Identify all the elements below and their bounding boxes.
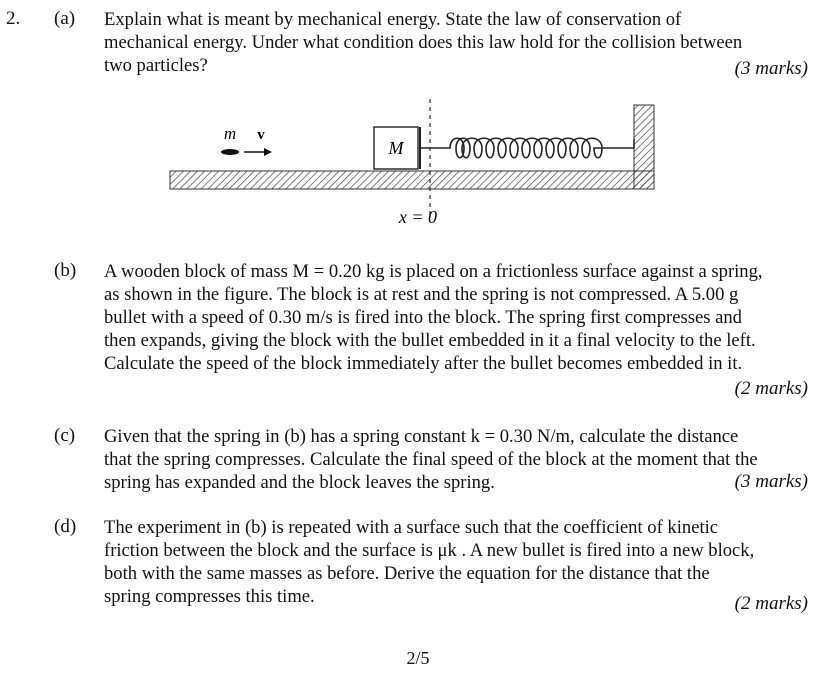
part-c-label: (c) bbox=[54, 425, 76, 446]
spring-block-figure bbox=[160, 95, 670, 235]
part-b-line: bullet with a speed of 0.30 m/s is fired into the block. The spring first compresses and bbox=[104, 307, 742, 328]
part-b-line: as shown in the figure. The block is at rest and the spring is not compressed. A 5.00 g bbox=[104, 284, 739, 305]
part-d-line: friction between the block and the surface is μk . A new bullet is fired into a new block, bbox=[104, 540, 755, 561]
part-b-line: then expands, giving the block with the bullet embedded in it a final velocity to the left. bbox=[104, 330, 756, 351]
part-a-line: Explain what is meant by mechanical energy. State the law of conservation of bbox=[104, 9, 682, 30]
part-d-label: (d) bbox=[54, 516, 77, 537]
part-b-marks: (2 marks) bbox=[734, 378, 808, 399]
part-c-line: that the spring compresses. Calculate the final speed of the block at the moment that the bbox=[104, 449, 758, 470]
part-a-text bbox=[104, 8, 820, 77]
part-b-text bbox=[104, 260, 820, 375]
part-d-line: spring compresses this time. bbox=[104, 586, 315, 607]
velocity-arrow-head bbox=[264, 148, 272, 156]
part-c-text bbox=[104, 425, 820, 494]
page-number: 2/5 bbox=[406, 648, 430, 668]
part-d-line: The experiment in (b) is repeated with a surface such that the coefficient of kinetic bbox=[104, 517, 719, 538]
bullet bbox=[221, 149, 239, 155]
floor-surface bbox=[170, 171, 654, 189]
block-mass-label: M bbox=[388, 138, 404, 158]
wall bbox=[634, 105, 654, 189]
part-a-marks: (3 marks) bbox=[734, 58, 808, 79]
part-b-label: (b) bbox=[54, 260, 77, 281]
part-d-text bbox=[104, 516, 820, 608]
bullet-mass-label: m bbox=[223, 124, 237, 143]
origin-label: x = 0 bbox=[398, 207, 438, 227]
part-a-label: (a) bbox=[54, 8, 76, 29]
question-number: 2. bbox=[6, 8, 21, 29]
part-a-line: two particles? bbox=[104, 55, 208, 76]
velocity-label: v bbox=[257, 127, 265, 143]
part-c-line: spring has expanded and the block leaves the spring. bbox=[104, 472, 495, 493]
part-d-line: both with the same masses as before. Derive the equation for the distance that the bbox=[104, 563, 710, 584]
part-c-marks: (3 marks) bbox=[734, 471, 808, 492]
part-d-marks: (2 marks) bbox=[734, 593, 808, 614]
spring bbox=[420, 138, 634, 158]
part-a-line: mechanical energy. Under what condition does this law hold for the collision between bbox=[104, 32, 743, 53]
part-c-line: Given that the spring in (b) has a spring constant k = 0.30 N/m, calculate the distance bbox=[104, 426, 739, 447]
part-b-line: A wooden block of mass M = 0.20 kg is placed on a frictionless surface against a spring, bbox=[104, 261, 763, 282]
part-b-line: Calculate the speed of the block immediately after the bullet becomes embedded in it. bbox=[104, 353, 743, 374]
